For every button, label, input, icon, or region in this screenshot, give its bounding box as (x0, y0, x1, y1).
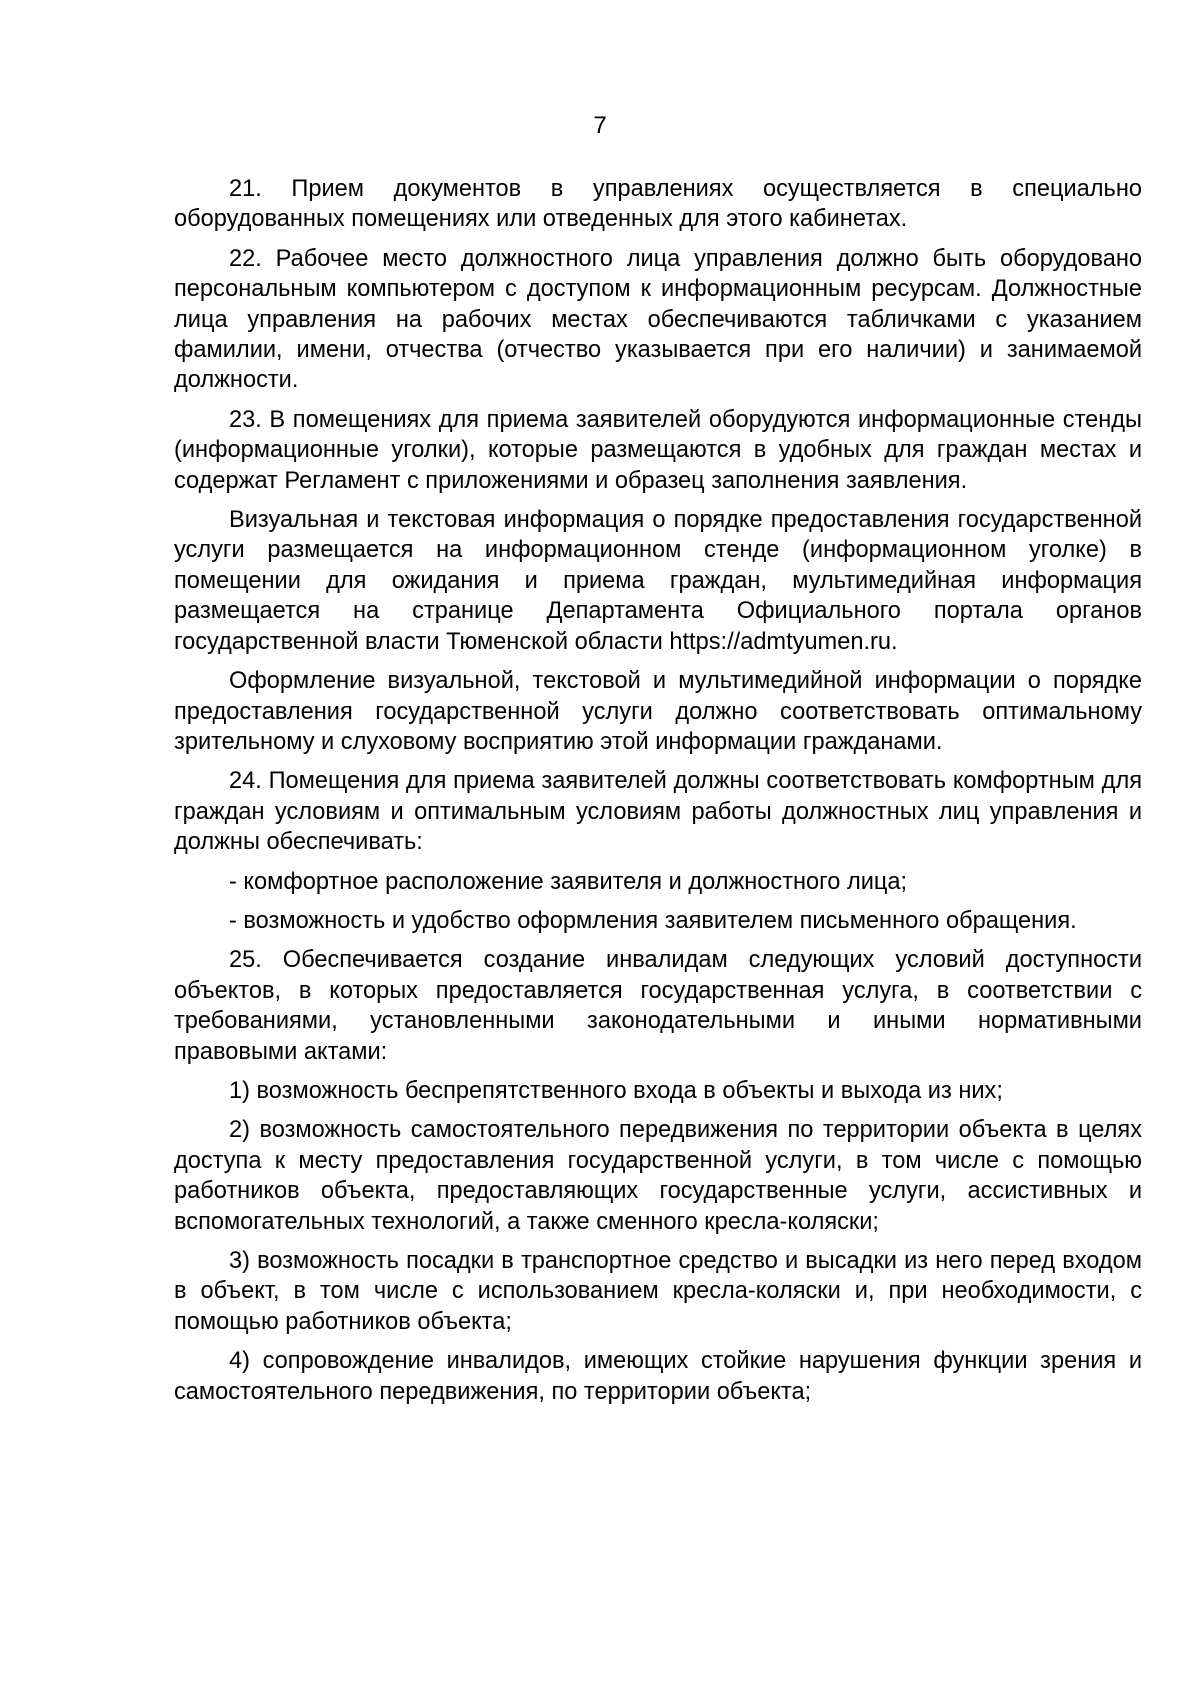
paragraph-22: 22. Рабочее место должностного лица управления должно быть оборудовано персональным компьютером с доступом к информационным ресурсам. Должностные лица управления на рабочих местах обеспечиваются табличками с указанием фамилии, имени, отчества (отчество указывается при его наличии) и занимаемой должности. (174, 245, 1142, 394)
paragraph-24: 24. Помещения для приема заявителей должны соответствовать комфортным для граждан условиям и оптимальным условиям работы должностных лиц управления и должны обеспечивать: (174, 768, 1142, 856)
paragraph-25: 25. Обеспечивается создание инвалидам следующих условий доступности объектов, в которых предоставляется государственная услуга, в соответствии с требованиями, установленными законодательными и иными нормативными правовыми актами: (174, 947, 1142, 1065)
list-item-2: 2) возможность самостоятельного передвижения по территории объекта в целях доступа к месту предоставления государственной услуги, в том числе с помощью работников объекта, предоставляющих государственные услуги, ассистивных и вспомогательных технологий, а также сменного кресла-коляски; (174, 1117, 1142, 1235)
paragraph-visual-info: Визуальная и текстовая информация о порядке предоставления государственной услуги размещается на информационном стенде (информационном уголке) в помещении для ожидания и приема граждан, мультимедийная информация размещается на странице Департамента Официального портала органов государственной власти Тюменской области https://admtyumen.ru. (174, 507, 1142, 655)
list-item-4: 4) сопровождение инвалидов, имеющих стойкие нарушения функции зрения и самостоятельного передвижения, по территории объекта; (174, 1348, 1142, 1405)
paragraph-info-design: Оформление визуальной, текстовой и мультимедийной информации о порядке предоставления государственной услуги должно соответствовать оптимальному зрительному и слуховому восприятию этой информации гражданами. (174, 668, 1142, 755)
page-number: 7 (593, 112, 607, 139)
paragraph-23: 23. В помещениях для приема заявителей оборудуются информационные стенды (информационные уголки), которые размещаются в удобных для граждан местах и содержат Регламент с приложениями и образец заполнения заявления. (174, 406, 1142, 494)
paragraph-21: 21. Прием документов в управлениях осуществляется в специально оборудованных помещениях или отведенных для этого кабинетах. (174, 176, 1142, 233)
list-item-comfort: - комфортное расположение заявителя и должностного лица; (229, 868, 908, 895)
list-item-1: 1) возможность беспрепятственного входа в объекты и выхода из них; (229, 1077, 1003, 1104)
list-item-3: 3) возможность посадки в транспортное средство и высадки из него перед входом в объект, в том числе с использованием кресла-коляски и, при необходимости, с помощью работников объекта; (174, 1248, 1142, 1335)
document-body (174, 174, 1142, 1416)
list-item-writing: - возможность и удобство оформления заявителем письменного обращения. (229, 907, 1077, 934)
